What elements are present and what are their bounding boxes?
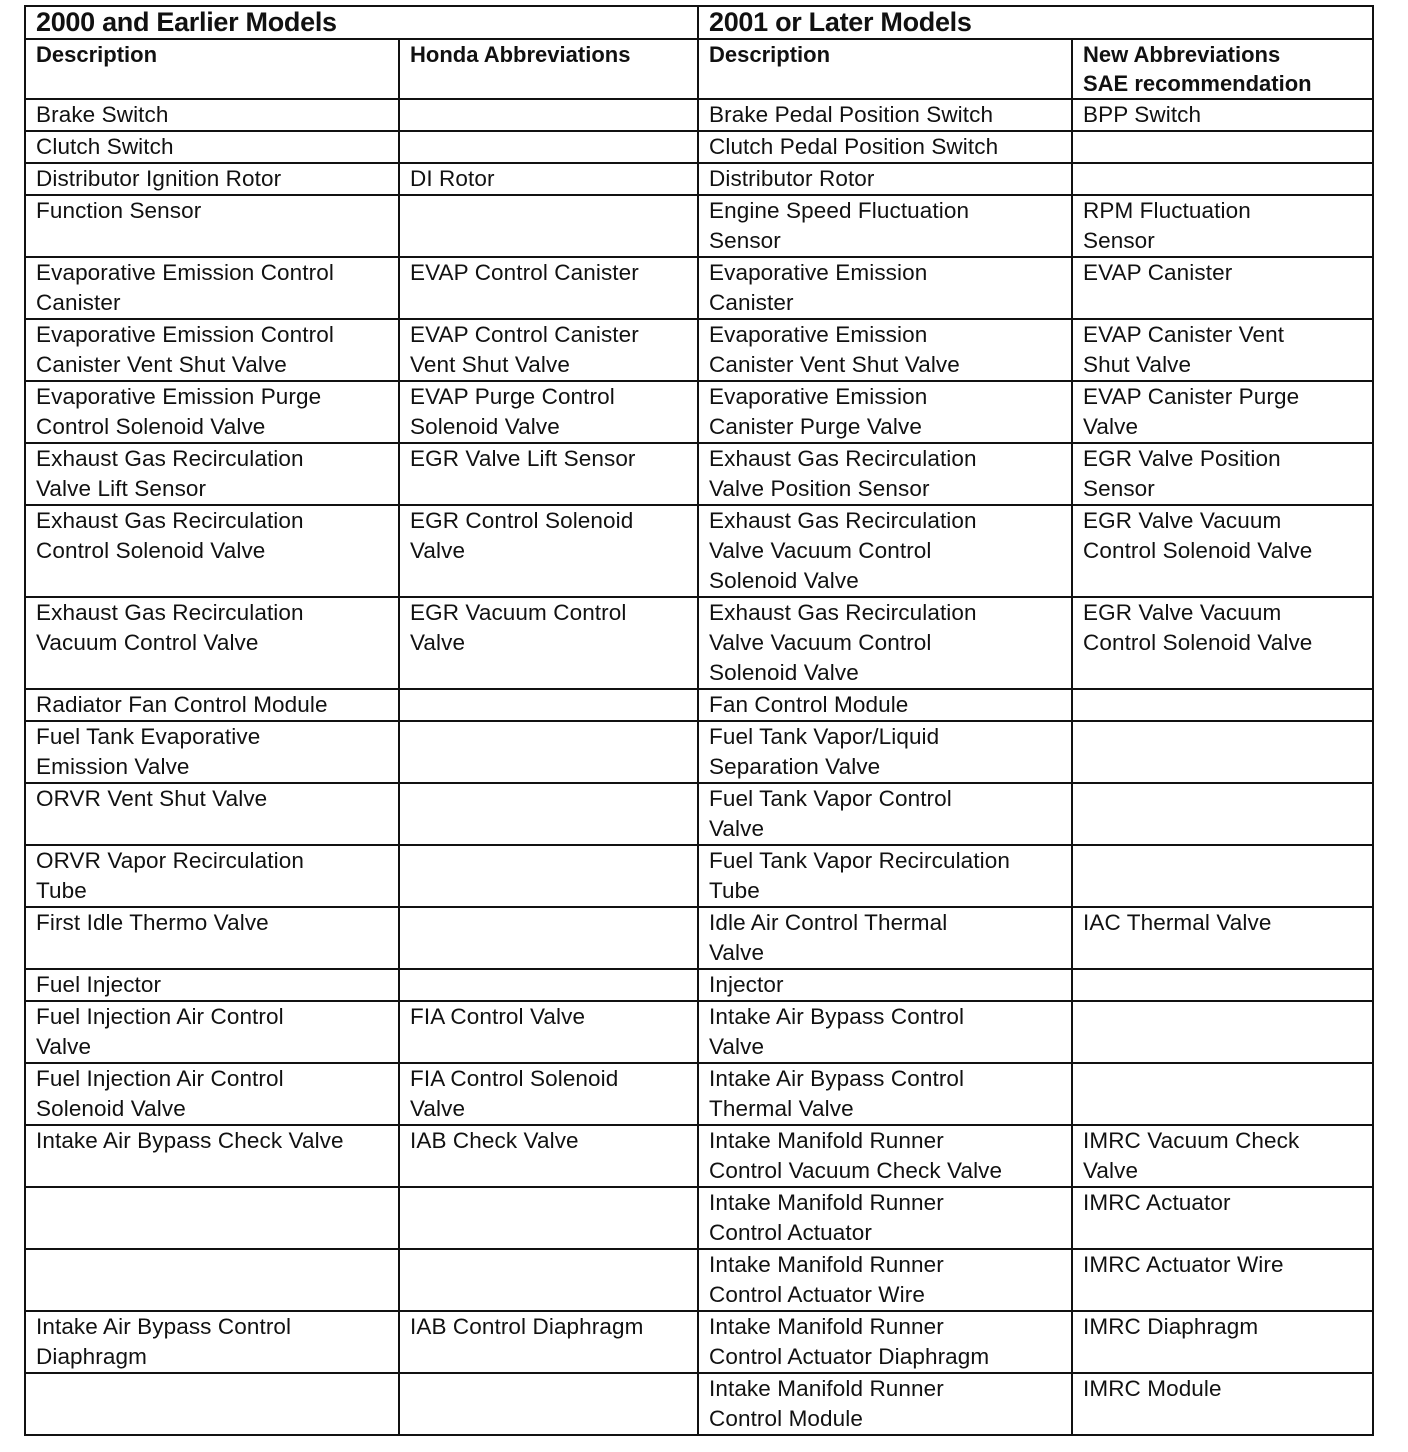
cell-new-abbreviation <box>1072 721 1373 783</box>
table-row <box>25 597 1373 689</box>
cell-text: Control Actuator <box>709 1220 872 1245</box>
cell-honda-abbreviation <box>399 1249 698 1311</box>
cell-text: Intake Manifold Runner <box>709 1314 944 1339</box>
cell-text: FIA Control Solenoid <box>410 1066 619 1091</box>
cell-honda-abbreviation <box>399 319 698 381</box>
cell-text: Evaporative Emission <box>709 260 928 285</box>
cell-new-description <box>698 1249 1072 1311</box>
cell-text: Brake Switch <box>36 102 169 127</box>
table-row <box>25 1249 1373 1311</box>
cell-old-description <box>25 1187 399 1249</box>
cell-text: Control Solenoid Valve <box>36 414 266 439</box>
table-row <box>25 1373 1373 1435</box>
cell-text: Fuel Tank Vapor/Liquid <box>709 724 940 749</box>
cell-text: Solenoid Valve <box>410 414 560 439</box>
cell-text: Evaporative Emission Control <box>36 260 334 285</box>
column-header-sae-recommendation: SAE recommendation <box>1083 71 1312 96</box>
cell-new-abbreviation <box>1072 1311 1373 1373</box>
cell-honda-abbreviation <box>399 721 698 783</box>
cell-text: IAB Check Valve <box>410 1128 579 1153</box>
cell-new-description <box>698 721 1072 783</box>
cell-text: First Idle Thermo Valve <box>36 910 269 935</box>
cell-new-abbreviation <box>1072 1187 1373 1249</box>
cell-honda-abbreviation <box>399 381 698 443</box>
cell-text: Brake Pedal Position Switch <box>709 102 994 127</box>
cell-text: IMRC Actuator Wire <box>1083 1252 1284 1277</box>
table-row <box>25 99 1373 131</box>
cell-honda-abbreviation <box>399 195 698 257</box>
cell-text: IMRC Actuator <box>1083 1190 1231 1215</box>
cell-text: Clutch Pedal Position Switch <box>709 134 999 159</box>
cell-new-abbreviation <box>1072 845 1373 907</box>
cell-old-description <box>25 131 399 163</box>
cell-text: Evaporative Emission <box>709 322 928 347</box>
cell-text: BPP Switch <box>1083 102 1202 127</box>
cell-text: Intake Manifold Runner <box>709 1190 944 1215</box>
table-row <box>25 907 1373 969</box>
cell-new-description <box>698 1063 1072 1125</box>
column-header-new-description: Description <box>698 39 1072 99</box>
cell-text: Control Solenoid Valve <box>1083 630 1313 655</box>
cell-text: EVAP Purge Control <box>410 384 615 409</box>
cell-text: Canister Vent Shut Valve <box>709 352 960 377</box>
cell-old-description <box>25 1001 399 1063</box>
cell-text: Exhaust Gas Recirculation <box>709 446 977 471</box>
cell-text: Fuel Tank Vapor Control <box>709 786 952 811</box>
cell-text: Valve <box>36 1034 92 1059</box>
cell-new-abbreviation <box>1072 257 1373 319</box>
cell-old-description <box>25 1373 399 1435</box>
cell-new-description <box>698 1373 1072 1435</box>
cell-text: Evaporative Emission Purge <box>36 384 322 409</box>
cell-honda-abbreviation <box>399 257 698 319</box>
cell-old-description <box>25 721 399 783</box>
cell-text: Control Vacuum Check Valve <box>709 1158 1003 1183</box>
cell-new-description <box>698 319 1072 381</box>
cell-text: Sensor <box>709 228 781 253</box>
cell-text: EVAP Canister Purge <box>1083 384 1300 409</box>
group-header-2001-later: 2001 or Later Models <box>698 6 1373 39</box>
cell-text: Emission Valve <box>36 754 190 779</box>
cell-new-description <box>698 1187 1072 1249</box>
cell-honda-abbreviation <box>399 1125 698 1187</box>
cell-new-abbreviation <box>1072 1249 1373 1311</box>
cell-new-description <box>698 381 1072 443</box>
cell-text: Intake Air Bypass Control <box>709 1066 965 1091</box>
cell-old-description <box>25 783 399 845</box>
abbreviation-table <box>24 5 1374 1436</box>
cell-text: Evaporative Emission <box>709 384 928 409</box>
cell-text: Valve Position Sensor <box>709 476 930 501</box>
table-row <box>25 319 1373 381</box>
cell-text: Tube <box>709 878 760 903</box>
table-row <box>25 505 1373 597</box>
cell-text: EGR Valve Position <box>1083 446 1281 471</box>
cell-text: IMRC Diaphragm <box>1083 1314 1259 1339</box>
cell-text: Distributor Rotor <box>709 166 875 191</box>
table-row <box>25 1187 1373 1249</box>
cell-text: Diaphragm <box>36 1344 147 1369</box>
cell-text: Control Actuator Diaphragm <box>709 1344 990 1369</box>
cell-new-abbreviation <box>1072 319 1373 381</box>
cell-text: Solenoid Valve <box>36 1096 186 1121</box>
cell-text: EVAP Control Canister <box>410 260 639 285</box>
cell-new-description <box>698 783 1072 845</box>
cell-text: EGR Valve Vacuum <box>1083 508 1282 533</box>
table-row <box>25 721 1373 783</box>
cell-text: Function Sensor <box>36 198 202 223</box>
cell-new-description <box>698 969 1072 1001</box>
cell-text: Evaporative Emission Control <box>36 322 334 347</box>
cell-new-abbreviation <box>1072 99 1373 131</box>
cell-old-description <box>25 163 399 195</box>
cell-honda-abbreviation <box>399 505 698 597</box>
cell-honda-abbreviation <box>399 783 698 845</box>
cell-honda-abbreviation <box>399 1001 698 1063</box>
table-row <box>25 195 1373 257</box>
table-row <box>25 1063 1373 1125</box>
cell-new-abbreviation <box>1072 597 1373 689</box>
cell-text: Valve <box>709 940 765 965</box>
cell-new-abbreviation <box>1072 1063 1373 1125</box>
table-row <box>25 131 1373 163</box>
table-row <box>25 1125 1373 1187</box>
table-row <box>25 783 1373 845</box>
table-row <box>25 1001 1373 1063</box>
cell-text: Sensor <box>1083 228 1155 253</box>
cell-text: IAC Thermal Valve <box>1083 910 1272 935</box>
cell-honda-abbreviation <box>399 131 698 163</box>
cell-old-description <box>25 195 399 257</box>
cell-old-description <box>25 319 399 381</box>
cell-text: Solenoid Valve <box>709 568 859 593</box>
table-row <box>25 1311 1373 1373</box>
table-row <box>25 257 1373 319</box>
cell-text: Radiator Fan Control Module <box>36 692 328 717</box>
cell-text: Canister <box>36 290 121 315</box>
cell-text: Intake Manifold Runner <box>709 1128 944 1153</box>
cell-old-description <box>25 1249 399 1311</box>
cell-text: Injector <box>709 972 784 997</box>
cell-text: Thermal Valve <box>709 1096 854 1121</box>
cell-text: Idle Air Control Thermal <box>709 910 948 935</box>
cell-honda-abbreviation <box>399 845 698 907</box>
table-row <box>25 689 1373 721</box>
cell-text: Fuel Tank Vapor Recirculation <box>709 848 1010 873</box>
cell-text: Separation Valve <box>709 754 881 779</box>
table-row <box>25 443 1373 505</box>
cell-text: EGR Valve Vacuum <box>1083 600 1282 625</box>
cell-new-description <box>698 907 1072 969</box>
cell-new-abbreviation <box>1072 163 1373 195</box>
table-row <box>25 381 1373 443</box>
column-header-row <box>25 39 1373 99</box>
table-row <box>25 163 1373 195</box>
cell-new-abbreviation <box>1072 381 1373 443</box>
cell-text: Control Module <box>709 1406 863 1431</box>
cell-text: Tube <box>36 878 87 903</box>
cell-text: Valve <box>410 1096 466 1121</box>
cell-text: IAB Control Diaphragm <box>410 1314 644 1339</box>
column-header-new-abbreviations <box>1072 39 1373 99</box>
cell-text: Exhaust Gas Recirculation <box>709 508 977 533</box>
cell-text: Intake Manifold Runner <box>709 1252 944 1277</box>
cell-honda-abbreviation <box>399 99 698 131</box>
cell-honda-abbreviation <box>399 1311 698 1373</box>
cell-honda-abbreviation <box>399 907 698 969</box>
cell-text: IMRC Vacuum Check <box>1083 1128 1300 1153</box>
cell-text: Canister <box>709 290 794 315</box>
cell-text: Sensor <box>1083 476 1155 501</box>
cell-text: Solenoid Valve <box>709 660 859 685</box>
cell-text: EGR Vacuum Control <box>410 600 627 625</box>
cell-text: Vent Shut Valve <box>410 352 570 377</box>
cell-text: RPM Fluctuation <box>1083 198 1251 223</box>
cell-honda-abbreviation <box>399 969 698 1001</box>
cell-text: EVAP Control Canister <box>410 322 639 347</box>
cell-old-description <box>25 969 399 1001</box>
cell-text: Control Solenoid Valve <box>36 538 266 563</box>
cell-text: Control Actuator Wire <box>709 1282 925 1307</box>
cell-honda-abbreviation <box>399 1373 698 1435</box>
cell-new-description <box>698 131 1072 163</box>
cell-new-abbreviation <box>1072 443 1373 505</box>
cell-text: Intake Air Bypass Control <box>36 1314 292 1339</box>
cell-honda-abbreviation <box>399 1187 698 1249</box>
cell-text: Engine Speed Fluctuation <box>709 198 970 223</box>
cell-new-description <box>698 99 1072 131</box>
group-header-row <box>25 6 1373 39</box>
cell-text: Intake Air Bypass Check Valve <box>36 1128 344 1153</box>
cell-old-description <box>25 381 399 443</box>
cell-text: Valve <box>410 538 466 563</box>
cell-text: Valve Vacuum Control <box>709 630 932 655</box>
group-header-2000-earlier: 2000 and Earlier Models <box>25 6 698 39</box>
cell-new-description <box>698 1311 1072 1373</box>
cell-text: Clutch Switch <box>36 134 174 159</box>
cell-text: Exhaust Gas Recirculation <box>36 600 304 625</box>
cell-new-description <box>698 163 1072 195</box>
cell-old-description <box>25 597 399 689</box>
cell-text: Exhaust Gas Recirculation <box>36 508 304 533</box>
cell-text: Canister Purge Valve <box>709 414 922 439</box>
cell-text: Exhaust Gas Recirculation <box>709 600 977 625</box>
cell-text: Valve Lift Sensor <box>36 476 207 501</box>
cell-text: Vacuum Control Valve <box>36 630 259 655</box>
cell-text: Valve Vacuum Control <box>709 538 932 563</box>
cell-text: Control Solenoid Valve <box>1083 538 1313 563</box>
cell-old-description <box>25 689 399 721</box>
cell-honda-abbreviation <box>399 443 698 505</box>
cell-text: Fan Control Module <box>709 692 909 717</box>
cell-old-description <box>25 257 399 319</box>
cell-new-description <box>698 845 1072 907</box>
cell-text: Intake Manifold Runner <box>709 1376 944 1401</box>
cell-text: EVAP Canister Vent <box>1083 322 1285 347</box>
column-header-new-abbreviations-line1: New Abbreviations <box>1083 42 1281 67</box>
cell-text: EVAP Canister <box>1083 260 1233 285</box>
table-body <box>25 99 1373 1435</box>
cell-text: EGR Valve Lift Sensor <box>410 446 636 471</box>
cell-text: Fuel Injector <box>36 972 162 997</box>
cell-text: ORVR Vent Shut Valve <box>36 786 268 811</box>
cell-new-description <box>698 1001 1072 1063</box>
cell-old-description <box>25 505 399 597</box>
cell-text: Valve <box>410 630 466 655</box>
cell-new-abbreviation <box>1072 969 1373 1001</box>
cell-text: Shut Valve <box>1083 352 1192 377</box>
cell-old-description <box>25 1125 399 1187</box>
cell-old-description <box>25 1063 399 1125</box>
cell-new-abbreviation <box>1072 1373 1373 1435</box>
cell-honda-abbreviation <box>399 597 698 689</box>
cell-text: Canister Vent Shut Valve <box>36 352 287 377</box>
cell-new-abbreviation <box>1072 131 1373 163</box>
cell-text: FIA Control Valve <box>410 1004 586 1029</box>
cell-text: Valve <box>1083 1158 1139 1183</box>
cell-old-description <box>25 907 399 969</box>
cell-text: Distributor Ignition Rotor <box>36 166 282 191</box>
cell-new-abbreviation <box>1072 907 1373 969</box>
cell-text: Fuel Injection Air Control <box>36 1004 284 1029</box>
cell-new-description <box>698 689 1072 721</box>
column-header-old-description: Description <box>25 39 399 99</box>
cell-text: Fuel Injection Air Control <box>36 1066 284 1091</box>
cell-text: Valve <box>1083 414 1139 439</box>
cell-new-description <box>698 597 1072 689</box>
cell-old-description <box>25 845 399 907</box>
cell-text: Valve <box>709 816 765 841</box>
table-row <box>25 845 1373 907</box>
cell-new-abbreviation <box>1072 1125 1373 1187</box>
cell-new-abbreviation <box>1072 783 1373 845</box>
cell-new-description <box>698 195 1072 257</box>
cell-new-abbreviation <box>1072 505 1373 597</box>
cell-text: Exhaust Gas Recirculation <box>36 446 304 471</box>
cell-old-description <box>25 1311 399 1373</box>
cell-new-abbreviation <box>1072 195 1373 257</box>
cell-text: DI Rotor <box>410 166 495 191</box>
cell-honda-abbreviation <box>399 689 698 721</box>
cell-text: EGR Control Solenoid <box>410 508 634 533</box>
cell-text: Valve <box>709 1034 765 1059</box>
cell-old-description <box>25 443 399 505</box>
column-header-honda-abbreviations: Honda Abbreviations <box>399 39 698 99</box>
table-row <box>25 969 1373 1001</box>
cell-honda-abbreviation <box>399 163 698 195</box>
cell-honda-abbreviation <box>399 1063 698 1125</box>
cell-text: Fuel Tank Evaporative <box>36 724 261 749</box>
cell-new-description <box>698 443 1072 505</box>
cell-old-description <box>25 99 399 131</box>
cell-text: IMRC Module <box>1083 1376 1222 1401</box>
cell-new-abbreviation <box>1072 1001 1373 1063</box>
cell-new-abbreviation <box>1072 689 1373 721</box>
cell-text: ORVR Vapor Recirculation <box>36 848 304 873</box>
cell-new-description <box>698 1125 1072 1187</box>
cell-new-description <box>698 257 1072 319</box>
cell-text: Intake Air Bypass Control <box>709 1004 965 1029</box>
cell-new-description <box>698 505 1072 597</box>
